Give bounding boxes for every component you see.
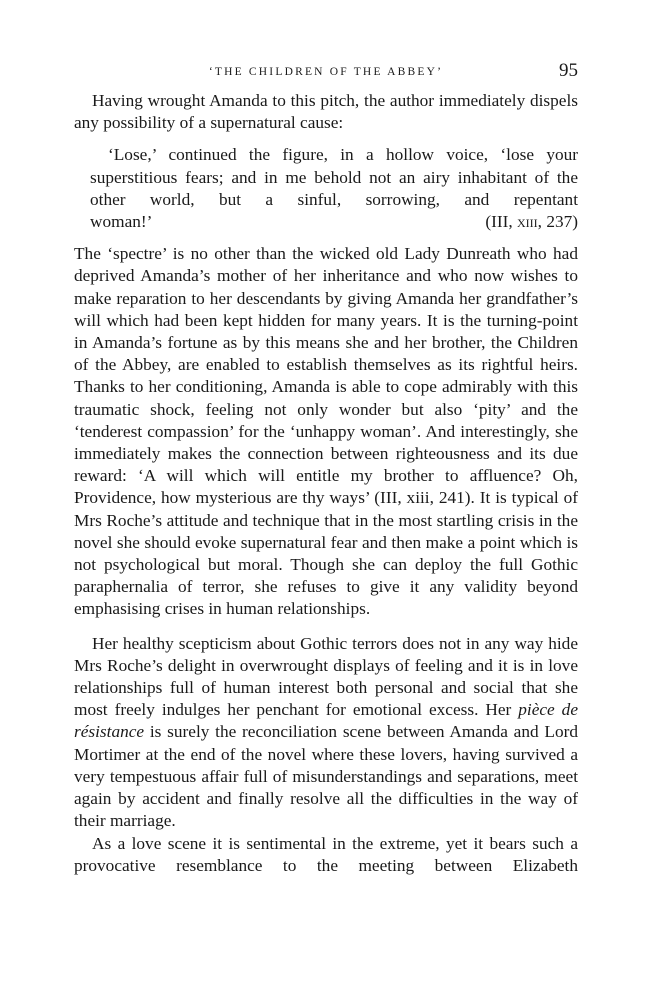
page-header (74, 50, 578, 90)
paragraph-3-italic: pièce de résistance (74, 700, 578, 742)
running-head: ‘THE CHILDREN OF THE ABBEY’ (208, 66, 444, 78)
block-quote (90, 144, 578, 233)
quote-last-line (90, 211, 578, 233)
paragraph-1: Having wrought Amanda to this pitch, the author immediately dispels any possibility of a supernatural cause: (74, 91, 578, 133)
quote-citation: (III, xiii, 237) (485, 212, 578, 232)
paragraph-4: As a love scene it is sentimental in the extreme, yet it bears such a provocative resemblance to the meeting between Elizabeth (74, 833, 578, 875)
quote-last-words: woman!’ (90, 212, 153, 232)
paragraph-3 (74, 633, 578, 833)
book-page (74, 50, 578, 877)
paragraph-3-start: Her healthy scepticism about Gothic terrors does not in any way hide Mrs Roche’s delight in overwrought displays of feeling and it is in love relationships full of human interest both personal and social that she most freely indulges her penchant for emotional excess. Her (74, 633, 578, 720)
paragraph-3-end: is surely the reconciliation scene between Amanda and Lord Mortimer at the end of the novel where these lovers, having survived a very tempestuous affair full of misunderstandings and separations, meet again by accident and finally resolve all the difficulties in the way of their marriage. (74, 722, 578, 831)
quote-text: ‘Lose,’ continued the figure, in a hollow voice, ‘lose your superstitious fears; and in me behold not an airy inhabitant of the other world, but a sinful, sorrowing, and repentant (90, 145, 578, 209)
page-number: 95 (559, 60, 578, 81)
paragraph-2: The ‘spectre’ is no other than the wicked old Lady Dunreath who had deprived Amanda’s mother of her inheritance and who now wishes to make reparation to her descendants by giving Amanda her grandfather’s will which had been kept hidden for many years. It is the turning-point in Amanda’s fortune as by this means she and her brother, the Children of the Abbey, are enabled to establish themselves as its rightful heirs. Thanks to her conditioning, Amanda is able to cope admirably with this traumatic shock, feeling not only wonder but also ‘pity’ and the ‘tenderest compassion’ for the ‘unhappy woman’. And interestingly, she immediately makes the connection between righteousness and its due reward: ‘A will which will entitle my brother to affluence? Oh, Providence, how mysterious are thy ways’ (III, xiii, 241). It is typical of Mrs Roche’s attitude and technique that in the most startling crisis in the novel she should evoke supernatural fear and then make a point which is not psychological but moral. Though she can deploy the full Gothic paraphernalia of terror, she refuses to give it any validity beyond emphasising crises in human relationships. (74, 244, 578, 619)
